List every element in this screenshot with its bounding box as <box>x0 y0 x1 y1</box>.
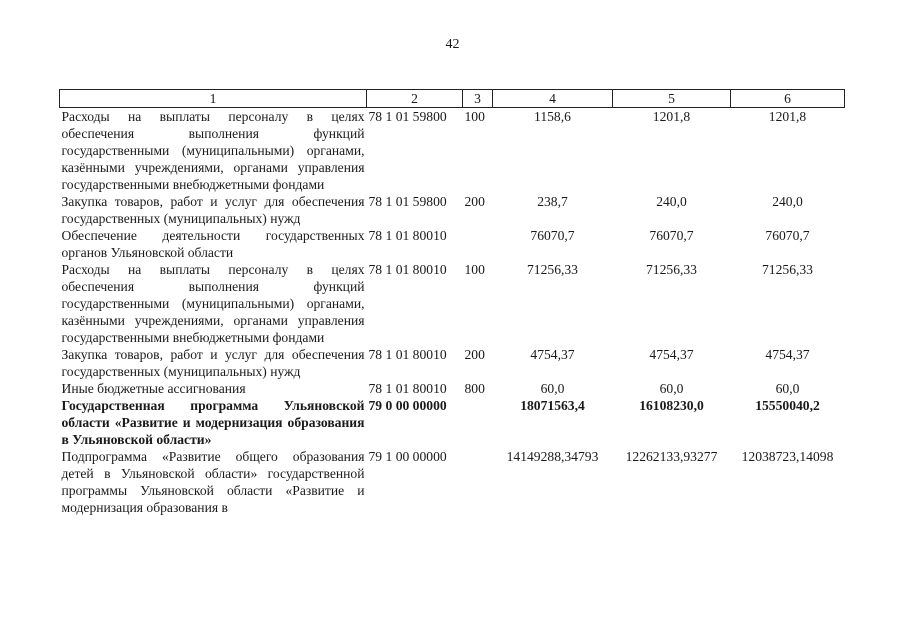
header-col-2: 2 <box>367 90 463 108</box>
row-name: Расходы на выплаты персоналу в целях обеспечения выполнения функций государственными (муниципальными) органами, казёнными учреждениями, органами управления государственными внебюджетными фондами <box>61 262 365 345</box>
row-value-3: 12038723,14098 <box>741 449 834 464</box>
row-name: Закупка товаров, работ и услуг для обеспечения государственных (муниципальных) нужд <box>61 347 365 379</box>
row-name: Расходы на выплаты персоналу в целях обеспечения выполнения функций государственными (муниципальными) органами, казёнными учреждениями, органами управления государственными внебюджетными фондами <box>61 109 365 192</box>
row-code: 78 1 01 80010 <box>368 228 447 243</box>
row-value-1: 1158,6 <box>534 109 571 124</box>
row-value-3: 15550040,2 <box>755 398 820 413</box>
header-col-3: 3 <box>463 90 493 108</box>
row-value-2: 4754,37 <box>649 347 694 362</box>
row-code: 79 1 00 00000 <box>368 449 447 464</box>
row-value-2: 1201,8 <box>652 109 691 124</box>
header-col-1: 1 <box>60 90 367 108</box>
row-name: Обеспечение деятельности государственных органов Ульяновской области <box>61 228 365 260</box>
row-value-3: 60,0 <box>775 381 800 396</box>
row-expense-type: 800 <box>464 381 485 396</box>
row-code: 78 1 01 59800 <box>368 109 447 124</box>
row-value-1: 238,7 <box>537 194 568 209</box>
row-value-1: 71256,33 <box>527 262 578 277</box>
table-row <box>60 261 845 346</box>
row-value-2: 12262133,93277 <box>625 449 718 464</box>
row-expense-type: 100 <box>464 109 485 124</box>
row-expense-type: 100 <box>464 262 485 277</box>
row-value-2: 240,0 <box>656 194 687 209</box>
row-value-2: 71256,33 <box>646 262 697 277</box>
table-header-row <box>60 90 845 108</box>
row-expense-type: 200 <box>464 347 485 362</box>
row-value-1: 4754,37 <box>530 347 575 362</box>
row-code: 78 1 01 80010 <box>368 262 447 277</box>
table-row <box>60 346 845 380</box>
row-name: Государственная программа Ульяновской области «Развитие и модернизация образования в Ульяновской области» <box>61 398 365 447</box>
row-value-2: 16108230,0 <box>639 398 704 413</box>
row-code: 78 1 01 59800 <box>368 194 447 209</box>
row-value-1: 18071563,4 <box>520 398 585 413</box>
row-value-2: 76070,7 <box>649 228 694 243</box>
budget-table <box>59 89 845 516</box>
table-row <box>60 108 845 194</box>
table-row <box>60 380 845 397</box>
row-expense-type: 200 <box>464 194 485 209</box>
row-expense-type <box>463 397 493 448</box>
table-row <box>60 193 845 227</box>
table-row <box>60 227 845 261</box>
row-value-1: 60,0 <box>540 381 565 396</box>
row-name: Иные бюджетные ассигнования <box>61 381 246 396</box>
row-value-3: 1201,8 <box>768 109 807 124</box>
row-value-3: 4754,37 <box>765 347 810 362</box>
row-value-3: 76070,7 <box>765 228 810 243</box>
row-value-3: 240,0 <box>772 194 803 209</box>
page-number: 42 <box>445 37 460 52</box>
row-value-1: 14149288,34793 <box>506 449 599 464</box>
header-col-4: 4 <box>493 90 613 108</box>
row-value-3: 71256,33 <box>762 262 813 277</box>
row-expense-type <box>463 227 493 261</box>
table-row <box>60 397 845 448</box>
row-code: 79 0 00 00000 <box>368 398 447 413</box>
row-code: 78 1 01 80010 <box>368 381 447 396</box>
table-row <box>60 448 845 516</box>
header-col-6: 6 <box>731 90 845 108</box>
row-name: Закупка товаров, работ и услуг для обеспечения государственных (муниципальных) нужд <box>61 194 365 226</box>
row-code: 78 1 01 80010 <box>368 347 447 362</box>
row-expense-type <box>463 448 493 516</box>
header-col-5: 5 <box>613 90 731 108</box>
row-value-1: 76070,7 <box>530 228 575 243</box>
row-value-2: 60,0 <box>659 381 684 396</box>
row-name: Подпрограмма «Развитие общего образования детей в Ульяновской области» государственной программы Ульяновской области «Развитие и модернизация образования в <box>61 449 365 515</box>
